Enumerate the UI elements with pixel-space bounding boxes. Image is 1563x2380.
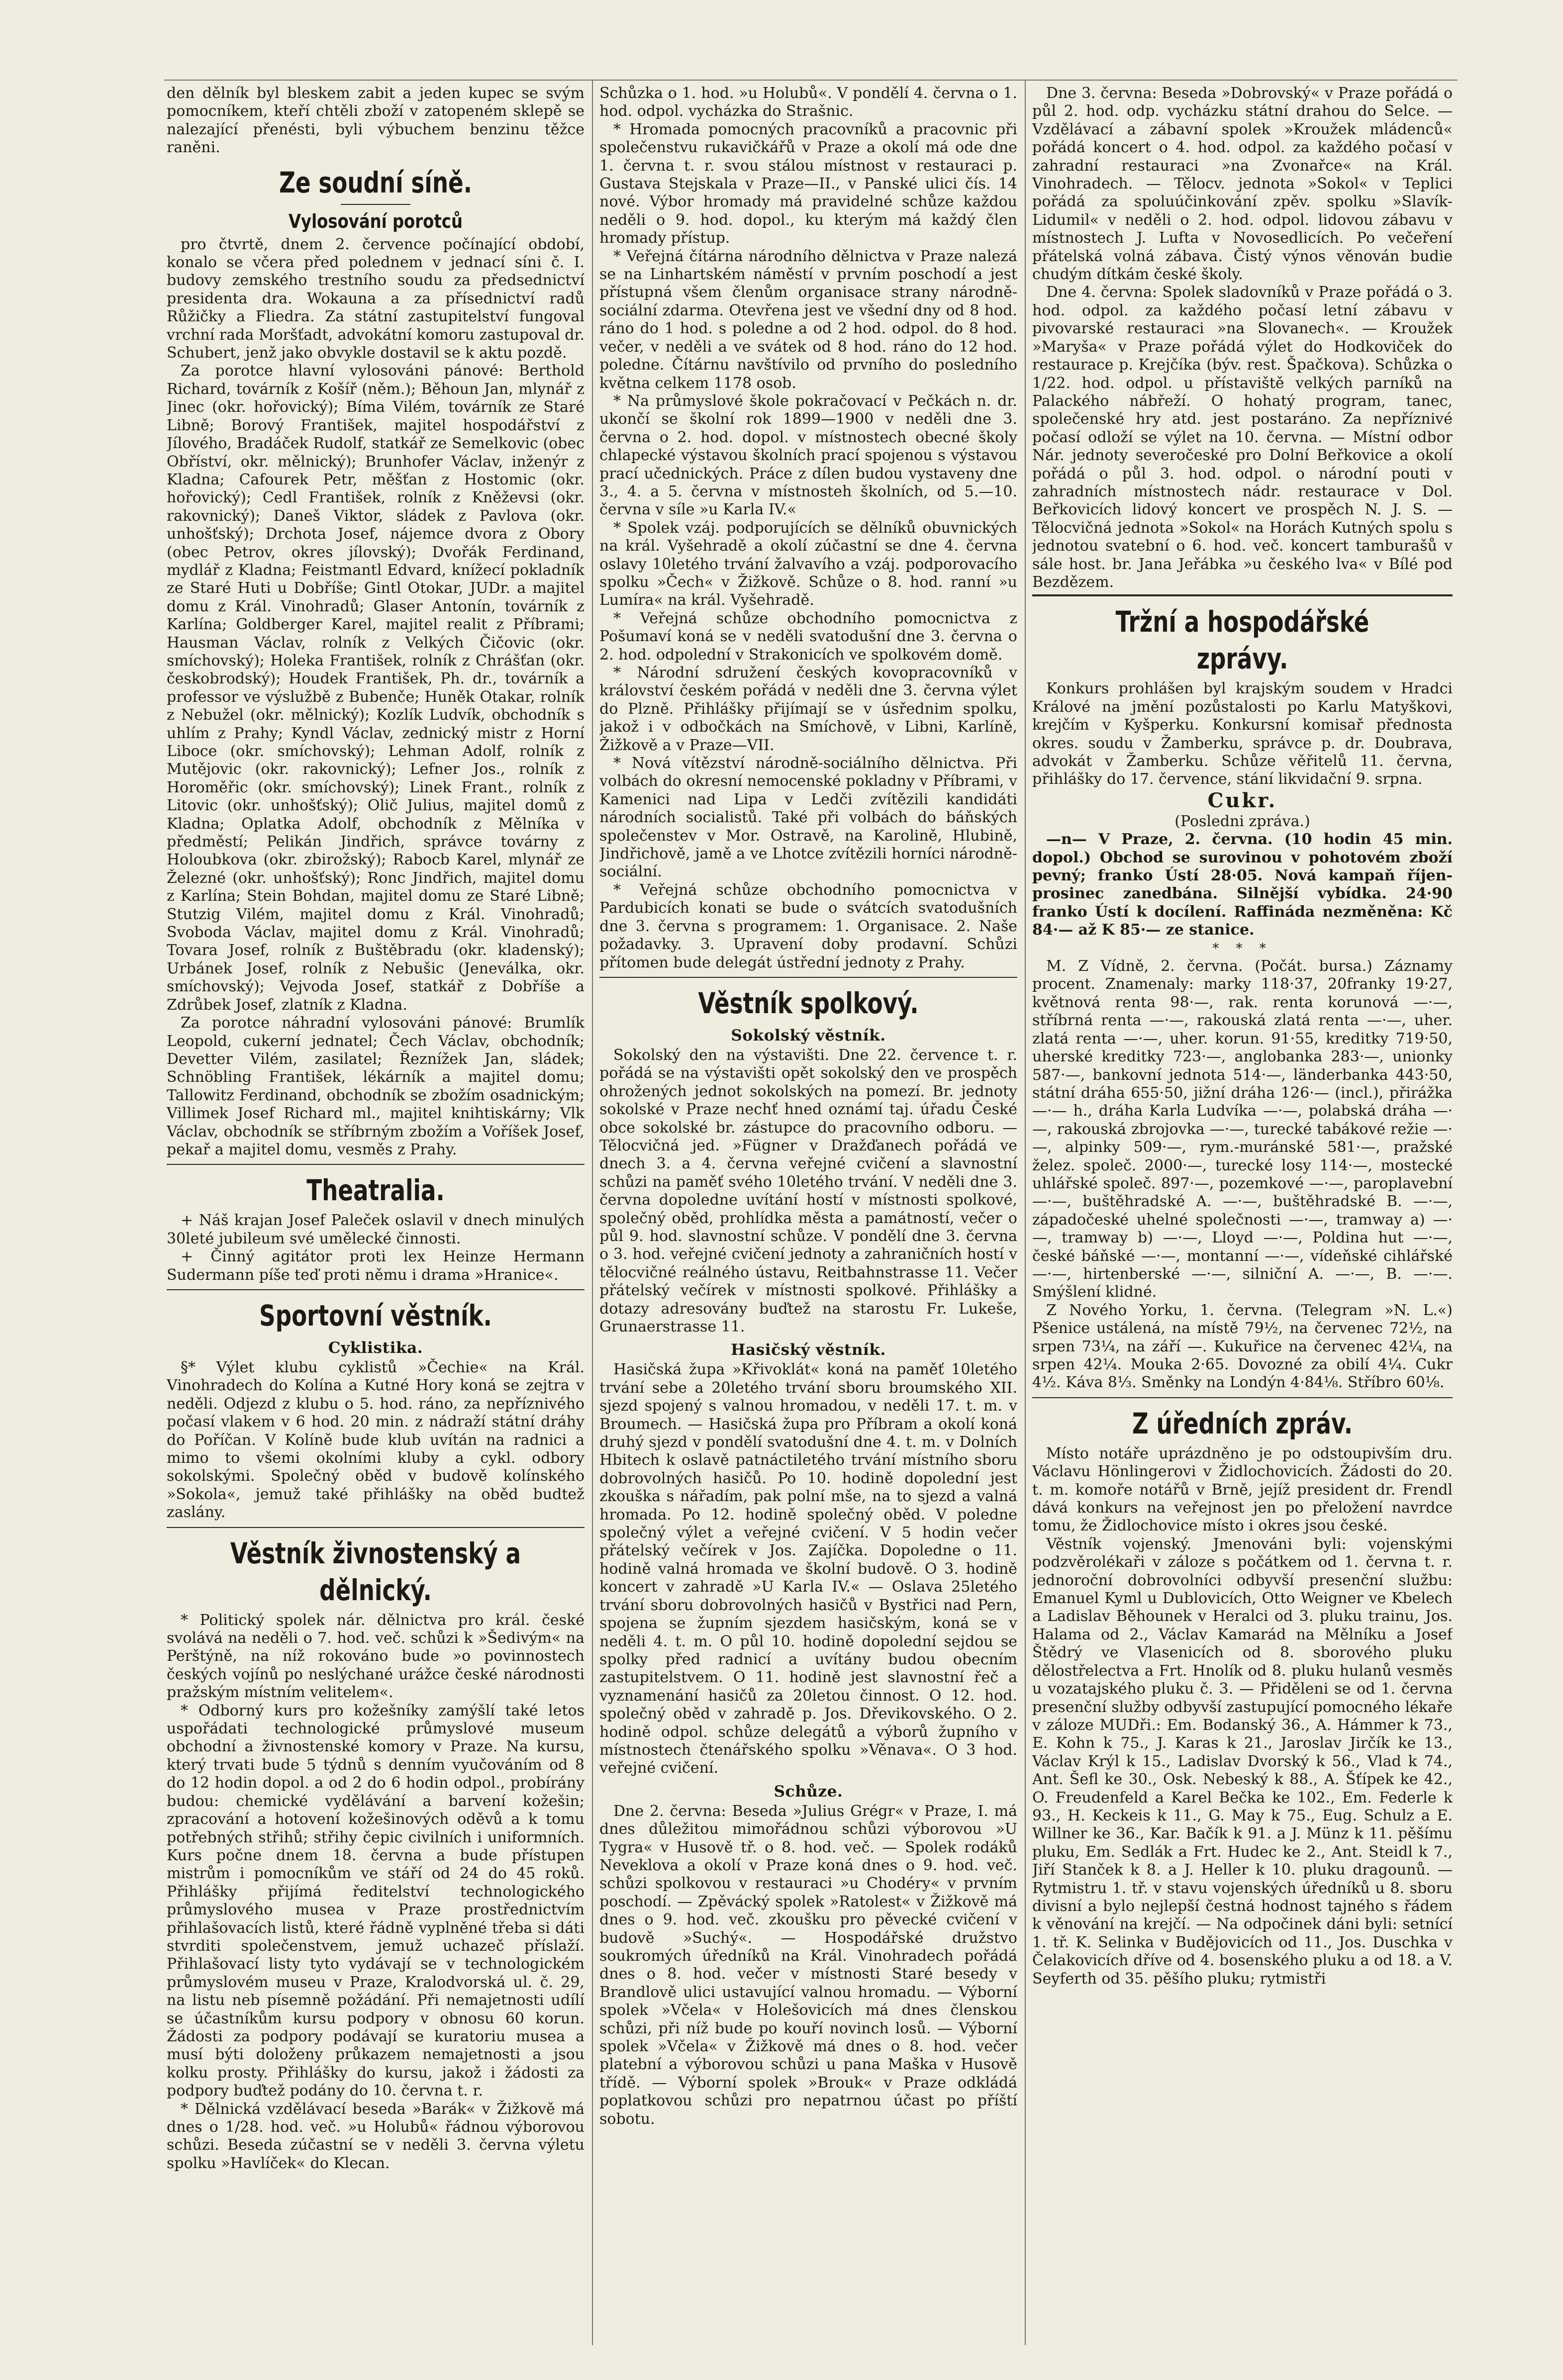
- article-text: Z Nového Yorku, 1. června. (Telegram »N. L.«) Pšenice ustálená, na místě 79½, na červenec 72½, na srpen 73¼, na září —. Kukuřice na červenec 42¼, na srpen 42¼. Mouka 2·65. Dovozné za obilí 4¼. Cukr 4½. Káva 8⅓. Směnky na Londýn 4·84⅛. Stříbro 60⅛.: [1032, 1301, 1453, 1392]
- article-text: * Nová vítězství národně-sociálního dělnictva. Při volbách do okresní nemocenské pokladny v Příbrami, v Kamenici nad Lipa v Ledči zvítězili kandidáti národních socialistů. Také při volbách do báňských společenstev v Mor. Ostravě, na Karolině, Hlubině, Jindřichově, jamě a ve Lhotce zvítězili horníci národně-sociální.: [599, 755, 1017, 881]
- subsection-heading: Schůze.: [774, 1782, 843, 1801]
- column-divider: [1025, 80, 1026, 2345]
- article-text: —n— V Praze, 2. června. (10 hodin 45 min. dopol.) Obchod se surovinou v pohotovém zboží pevný; franko Ústí 28·05. Nová kampaň říjen-prosinec zanedbána. Silnější vybídka. 24·90 franko Ústí k docílení. Raffináda nezměněna: Kč 84·— až K 85·— ze stanice.: [1032, 831, 1453, 939]
- divider: [599, 977, 1017, 978]
- divider: [167, 1289, 585, 1290]
- article-text: Za porotce náhradní vylosováni pánové: Brumlík Leopold, cukerní jednatel; Čech Václav, obchodník; Devetter Vilém, zasilatel; Řeznížek Jan, sládek; Schnöbling František, lékárník a majitel domu; Tallowitz Ferdinand, obchodník se zbožím osadnickým; Villimek Josef Richard ml., majitel knihtiskárny; Vlk Václav, obchodník se stříbrným zbožím a Voříšek Josef, pekař a majitel domu, vesměs z Prahy.: [167, 1014, 585, 1158]
- article-text: * Veřejná schůze obchodního pomocnictva z Pošumaví koná se v neděli svatodušní dne 3. června o 2. hod. odpolední v Strakonicích ve spolkovém domě.: [599, 609, 1017, 664]
- article-text: Dne 4. června: Spolek sladovníků v Praze pořádá o 3. hod. odpol. za každého počasí letní zábavu v pivovarské restauraci »na Slovanech«. — Kroužek »Maryša« v Praze pořádá výlet do Hodkoviček do restaurace p. Krejčíka (býv. rest. Špačkova). Schůzka o 1/22. hod. odpol. u přístaviště velkých parníků na Palackého nábřeží. O hohatý program, tanec, společenské hry atd. jest postaráno. Za nepříznivé počasí odloží se výlet na 10. června. — Místní odbor Nár. jednoty severočeské pro Dolní Beřkovice a okolí pořádá o půl 3. hod. odpol. o národní pouti v zahradních místnostech nádr. restaurace v Dol. Beřkovicích lidový koncert ve prospěch N. J. S. — Tělocvičná jednota »Sokol« na Horách Kutných spolu s jednotou svatební o 6. hod. več. koncert tamburašů v sále host. br. Jana Jeřábka »u českého lva« v Bílé pod Bezdězem.: [1032, 284, 1453, 591]
- article-text: Věstník vojenský. Jmenováni byli: vojenskými podzvěrolékaři v záloze s počátkem od 1. června t. r. jednoroční dobrovolníci odbyvší presenční službu: Emanuel Kyml u Dublovicích, Otto Weigner ve Kbelech a Ladislav Běhounek v Heralci od 3. pluku trainu, Jos. Halama od 2., Václav Kamarád na Mělníku a Josef Štědrý ve Vlasenicích od 8. sborového pluku dělostřelectva a Frt. Hnolík od 8. pluku hulanů vesměs u vozatajského pluku č. 3. — Přiděleni se od 1. června presenční služby odbyvší zastupující pomocného lékaře v záloze MUDři.: Em. Bodanský 36., A. Hámmer k 73., E. Kohn k 75., J. Karas k 21., Jaroslav Jirčík ke 13., Václav Krýl k 15., Ladislav Dvorský k 56., Vlad k 74., Ant. Šefl ke 30., Osk. Nebeský k 88., A. Šťípek ke 42., O. Freudenfeld a Karel Bečka ke 102., Em. Federle k 93., H. Keckeis k 11., G. May k 75., Eug. Schulz a E. Willner ke 36., Kar. Bačík k 91. a J. Münz k 11. pěšímu pluku, Em. Sedlák a Frt. Hudec ke 2., Ant. Steidl k 7., Jiří Stanček k 8. a J. Heller k 10. pluku dragounů. — Rytmistru 1. tř. v stavu vojenských úředníků u 8. sboru divisní a bylo nejlepší čestná hodnost tajného s řádem k věnování na krejčí. — Na odpočinek dáni byli: setnící 1. tř. K. Selinka v Budějovicích od 11., Jos. Duschka v Čelakovicích dříve od 4. bosenského pluku a od 18. a V. Seyferth od 35. pěšího pluku; rytmistři: [1032, 1535, 1453, 1988]
- subsection-heading: Cyklistika.: [328, 1338, 423, 1357]
- article-text: * Odborný kurs pro kožešníky zamýšlí také letos uspořádati technologické průmyslové museum obchodní a živnostenské komory v Praze. Na kursu, který trvati bude 5 týdnů s denním vyučováním od 8 do 12 hodin dopol. a od 2 do 6 hodin odpol., probírány budou: chemické vydělávání a barvení kožešin; zpracování a hotovení kožešinových oděvů a k tomu potřebných střihů; střihy čepic civilních i uniformních. Kurs počne dnem 18. června a bude přístupen mistrům i pomocníkům ve stáří od 24 do 45 roků. Přihlášky přijímá ředitelství technologického průmyslového musea v Praze prostřednictvím přihlašovacích listů, které řádně vyplněné třeba si dáti stvrditi společenstvem, jemuž uchazeč příslaží. Přihlašovací listy tyto vydávají se v technologickém průmyslovém museu v Praze, Kralodvorská ul. č. 29, na listu neb písemně požádání. Při nemajetnosti udílí se účastníkům kursu podpory v obnosu 60 korun. Žádosti za podpory podávají se kuratoriu musea a musí býti doloženy průkazem nemajetnosti a jsou kolku prosty. Přihlášky do kursu, jakož i žádosti za podpory buďtež podány do 10. června t. r.: [167, 1702, 585, 2100]
- article-text: * Hromada pomocných pracovníků a pracovnic při společenstvu rukavičkářů v Praze a okolí má ode dne 1. června t. r. svou stálou místnost v restauraci p. Gustava Stejskala v Praze—II., v Panské ulici čís. 14 nové. Výbor hromady má pravidelné schůze každou neděli o 9. hod. dopol., ku kterým má každý člen hromady přístup.: [599, 120, 1017, 247]
- article-text: Konkurs prohlášen byl krajským soudem v Hradci Králové na jmění pozůstalosti po Karlu Matyškovi, krejčím v Kyšperku. Konkursní komisař přednosta okres. soudu v Žamberku, správce p. dr. Doubrava, advokát v Žamberku. Schůze věřitelů 11. června, přihlášky do 17. července, stání likvidační 9. srpna.: [1032, 680, 1453, 788]
- article-text: Dne 2. června: Beseda »Julius Grégr« v Praze, I. má dnes důležitou mimořádnou schůzi výborovou »U Tygra« v Husově tř. o 8. hod. več. — Spolek rodáků Neveklova a okolí v Praze koná dnes o 9. hod. več. schůzi spolkovou v restauraci »u Chodéry« v prvním poschodí. — Zpěvácký spolek »Ratolest« v Žižkově má dnes o 9. hod. več. zkoušku pro pěvecké cvičení v budově »Suchý«. — Hospodářské družstvo soukromých úředníků na Král. Vinohradech pořádá dnes o 8. hod. večer v místnosti Staré besedy v Brandlově ulici ustavující valnou hromadu. — Výborní spolek »Včela« v Holešovicích má dnes členskou schůzi, při níž bude po kouří novinch losů. — Výborní spolek »Včela« v Žižkově má dnes o 8. hod. večer platební a výborovou schůzi u pana Maška v Husově třídě. — Výborní spolek »Brouk« v Praze odkládá poplatkovou schůzi pro nepatrnou účast po příští sobotu.: [599, 1802, 1017, 2128]
- article-text: + Činný agitátor proti lex Heinze Hermann Sudermann píše teď proti němu i drama »Hranice«.: [167, 1248, 585, 1284]
- article-text: Za porotce hlavní vylosováni pánové: Berthold Richard, továrník z Košíř (něm.); Běhoun Jan, mlynář z Jinec (okr. hořovický); Bíma Vilém, továrník ze Staré Libně; Borový František, majitel hospodářství z Jílového, Bradáček Rudolf, statkář ze Semelkovic (obec Obříství, okr. mělnický); Brunhofer Václav, inženýr z Kladna; Cafourek Petr, měšťan z Hostomic (okr. hořovický); Cedl František, rolník z Kněževsi (okr. rakovnický); Daneš Viktor, sládek z Pavlova (okr. unhošťský); Drchota Josef, nájemce dvora z Obory (obec Petrov, okres jílovský); Dvořák Ferdinand, mydlář z Kladna; Feistmantl Edvard, knížecí pokladník ze Staré Huti u Dobříše; Gintl Otokar, JUDr. a majitel domu z Král. Vinohradů; Glaser Antonín, továrník z Karlína; Goldberger Karel, majitel realit z Příbrami; Hausman Václav, rolník z Velkých Čičovic (okr. smíchovský); Holeka František, rolník z Chrášťan (okr. českobrodský); Houdek František, Ph. dr., továrník a professor ve výslužbě z Bubenče; Huněk Otakar, rolník z Nebužel (okr. mělnický); Kozlík Ludvík, obchodník s uhlím z Prahy; Kyndl Václav, zednický mistr z Horní Liboce (okr. smíchovský); Lehman Adolf, rolník z Mutějovic (okr. rakovnický); Lefner Jos., rolník z Horoměřic (okr. smíchovský); Linek Frant., rolník z Litovic (okr. unhošťský); Olič Julius, majitel domů z Kladna; Oplatka Adolf, obchodník z Mělníka v předměstí; Pelikán Jindřich, správce továrny z Holoubkova (okr. zbirožský); Rabocb Karel, mlynář ze Železné (okr. unhošťský); Ronc Jindřich, majitel domu z Karlína; Stein Bohdan, majitel domu ze Staré Libně; Stutzig Vilém, majitel domu z Král. Vinohradů; Svoboda Václav, majitel domu z Král. Vinohradů; Tovara Josef, rolník z Buštěbradu (okr. kladenský); Urbánek Josef, rolník z Nebušic (Jeneválka, okr. smíchovský); Vejvoda Josef, statkář z Dobříše a Zdrůbek Josef, zlatník z Kladna.: [167, 362, 585, 1014]
- article-text: M. Z Vídně, 2. června. (Počát. bursa.) Záznamy procent. Znamenaly: marky 118·37, 20franky 19·27, květnová renta 98·—, rak. renta korunová —·—, stříbrná renta —·—, rakouská zlatá renta —·—, uher. zlatá renta —·—, uher. korun. 91·55, kreditky 719·50, uherské kreditky 723·—, anglobanka 283·—, unionky 587·—, bankovní jednota 514·—, länderbanka 443·50, státní dráha 655·50, jižní dráha 126·— (incl.), přirážka —·— h., dráha Karla Ludvíka —·—, polabská dráha —·—, rakouská zbrojovka —·—, turecké tabákové režie —·—, alpinky 509·—, rym.-muránské 581·—, pražské želez. společ. 2000·—, turecké losy 114·—, mostecké uhlářské společ. 897·—, pozemkové —·—, paroplavební —·—, buštěhradské A. —·—, buštěhradské B. —·—, západočeské uhelné společnosti —·—, tramway a) —·—, tramway b) —·—, Lloyd —·—, Poldina hut —·—, české báňské —·—, montanní —·—, vídeňské cihlářské —·—, hirtenberské —·—, silniční A. —·—, B. —·—. Smýšlení klidné.: [1032, 957, 1453, 1301]
- top-rule: [164, 80, 1458, 81]
- article-text: Místo notáře uprázdněno je po odstoupivším dru. Václavu Hönlingerovi v Židlochovicích. Žádosti do 20. t. m. komoře notářů v Brně, jejíž president dr. Frendl dává konkurs na veřejnost jen po přeložení navrdce tomu, že Židlochovice místo i okres jsou české.: [1032, 1444, 1453, 1535]
- section-heading: Theatralia.: [306, 1173, 445, 1208]
- article-heading: Vylosování porotců: [289, 210, 463, 232]
- article-text: pro čtvrtě, dnem 2. července počínající období, konalo se včera před polednem v jednací síni č. I. budovy zemského trestního soudu za předsednictví presidenta dra. Wokauna a za přísednictví radů Růžičky a Fliedra. Za státní zastupitelství fungoval vrchní rada Moršťadt, advokátní komoru zastupoval dr. Schubert, jenž jako obvykle dostavil se k aktu pozdě.: [167, 235, 585, 362]
- article-text: * Dělnická vzdělávací beseda »Barák« v Žižkově má dnes o 1/28. hod. več. »u Holubů« řádnou výborovou schůzi. Beseda zúčastní se v neděli 3. června výletu spolku »Havlíček« do Klecan.: [167, 2100, 585, 2172]
- article-text: Schůzka o 1. hod. »u Holubů«. V pondělí 4. června o 1. hod. odpol. vycházka do Strašnic.: [599, 85, 1017, 120]
- divider: [1032, 594, 1453, 596]
- article-text: * Spolek vzáj. podporujících se dělníků obuvnických na král. Vyšehradě a okolí zúčastní se dne 4. června oslavy 10letého trvání žalvavího a vzáj. podporovacího spolku »Čech« v Žižkově. Schůze o 8. hod. ranní »u Lumíra« na král. Vyšehradě.: [599, 519, 1017, 609]
- subsection-heading: Cukr.: [1207, 788, 1277, 812]
- column-1: [167, 85, 585, 2350]
- section-heading: Věstník spolkový.: [698, 986, 919, 1020]
- section-heading: Z úředních zpráv.: [1132, 1406, 1353, 1440]
- article-text: * Na průmyslové škole pokračovací v Pečkách n. dr. ukončí se školní rok 1899—1900 v neděli dne 3. června o 2. hod. dopol. v místnostech obecné školy chlapecké výstavou školních prací spojenou s výstavou prací učednických. Práce z dílen budou vystaveny dne 3., 4. a 5. června v místnosteh školních, od 5.—10. června v síle »u Karla IV.«: [599, 392, 1017, 519]
- separator-stars: * * *: [1212, 941, 1272, 956]
- article-text: * Politický spolek nár. dělnictva pro král. české svolává na neděli o 7. hod. več. schůzi k »Šedivým« na Perštýně, na níž rokováno bude »o povinnostech českých vojínů po neslýchané urážce české národnosti pražským místním velitelem«.: [167, 1611, 585, 1702]
- subsection-heading: Sokolský věstník.: [731, 1026, 886, 1045]
- article-text: * Veřejná schůze obchodního pomocnictva v Pardubicích konati se bude o svátcích svatodušních dne 3. června s programem: 1. Organisace. 2. Naše požadavky. 3. Upravení doby prodavní. Schůzi přítomen bude delegát ústřední jednoty z Prahy.: [599, 881, 1017, 971]
- divider: [167, 1527, 585, 1528]
- article-text: Dne 3. června: Beseda »Dobrovský« v Praze pořádá o půl 2. hod. odp. vycházku státní drahou do Selce. — Vzdělávací a zábavní spolek »Kroužek mládenců« pořádá koncert o 4. hod. odpol. za každého počasí v zahradní restauraci »na Zvonařce« na Král. Vinohradech. — Tělocv. jednota »Sokol« v Teplici pořádá za spoluúčinkování zpěv. spolku »Slavík-Lidumil« v neděli o 2. hod. odpol. lidovou zábavu v místnostech J. Lufta v Novosedlicích. Po večeření přátelská volná zábava. Čistý výnos věnován budie chudým dítkám české školy.: [1032, 85, 1453, 284]
- column-3: [1032, 85, 1453, 2350]
- article-text: + Náš krajan Josef Paleček oslavil v dnech minulých 30leté jubileum své umělecké činnosti.: [167, 1212, 585, 1247]
- article-text: Sokolský den na výstavišti. Dne 22. července t. r. pořádá se na výstavišti opět sokolský den ve prospěch ohrožených jednot sokolských na pomezí. Br. jednoty sokolské v Praze nechť hned oznámí taj. úřadu České obce sokolské br. zástupce do pracovního odboru. — Tělocvičná jed. »Fügner v Dražďanech pořádá ve dnech 3. a 4. června veřejné cvičení a slavnostní schůzi na paměť svého 10letého trvání. V neděli dne 3. června dopoledne uvítání hostí v místnosti spolkové, společný oběd, prohlídka města a památností, večer o půl 9. hod. slavnostní schůze. V pondělí dne 3. června o 3. hod. veřejné cvičení jednoty a zahraničních hostí v tělocvičné reálného ústavu, Reitbahnstrasse 11. Večer přátelský večírek v místnosti spolkové. Přihlášky a dotazy adresovány buďtež na starostu Fr. Lukeše, Grunaerstrasse 11.: [599, 1046, 1017, 1335]
- article-text: * Národní sdružení českých kovopracovníků v království českém pořádá v neděli dne 3. června výlet do Plzně. Přihlášky přijímají se v úsřednim spolku, jakož i v odbočkách na Smíchově, v Libni, Karlíně, Žižkově a v Praze—VII.: [599, 664, 1017, 754]
- subheading-note: (Posledni zpráva.): [1174, 812, 1310, 830]
- article-text: * Veřejná čítárna národního dělnictva v Praze nalezá se na Linhartském náměstí v prvním poschodí a jest přístupná všem členům organisace strany národně-sociální zdarma. Otevřena jest ve všední dny od 8 hod. ráno do 1 hod. s poledne a od 2 hod. odpol. do 8 hod. večer, v neděli a ve svátek od 8 hod. ráno do 12 hod. poledne. Čítárnu navštívilo od prvního do posledního května celkem 1178 osob.: [599, 247, 1017, 392]
- section-heading: Věstník živnostenský a dělnický.: [230, 1536, 521, 1607]
- article-text: §* Výlet klubu cyklistů »Čechie« na Král. Vinohradech do Kolína a Kutné Hory koná se zejtra v neděli. Odjezd z klubu o 5. hod. ráno, za nepříznivého počasí vlakem v 6 hod. 20 min. z nádraží státní dráhy do Poříčan. V Kolíně bude klub uvítán na radnici a mimo to všemi okolními kluby a cykl. odbory sokolskými. Společný oběd v budově kolínského »Sokola«, jemuž také přihlášky na oběd budtež zaslány.: [167, 1358, 585, 1522]
- article-text: den dělník byl bleskem zabit a jeden kupec se svým pomocníkem, kteří chtěli zboží v zatopeném sklepě se nalezající přenésti, byli výbuchem benzinu těžce raněni.: [167, 85, 585, 157]
- divider: [1032, 1397, 1453, 1398]
- article-text: Hasičská župa »Křivoklát« koná na paměť 10letého trvání sebe a 20letého trvání sboru broumského XII. sjezd spojený s valnou hromadou, v neděli 17. t. m. v Broumech. — Hasičská župa pro Příbram a okolí koná druhý sjezd v pondělí svatodušní dne 4. t. m. v Dolních Hbitech k oslavě patnáctiletého trvání místního sboru dobrovolných hasičů. Po 10. hodině dopolední jest zkouška s nářadím, pak polní mše, na to sjezd a valná hromada. Po 12. hodině společný oběd. V poledne společný výlet a veřejné cvičení. V 5 hodin večer přátelský večírek v Jos. Zajíčka. Dopoledne o 11. hodině valná hromada ve školní budově. O 3. hodině koncert v zahradě »U Karla IV.« — Oslava 25letého trvání sboru dobrovolných hasičů v Bystřici nad Pern, spojena se župním sjezdem hasičským, koná se v neděli 4. t. m. O půl 10. hodině dopolední sejdou se spolky před radnicí a uvítány budou obecním zastupitelstvem. O 11. hodině jest slavnostní řeč a vyznamenání hasičů za 20letou činnost. O 12. hod. společný oběd v zahradě p. Jos. Dřevikovského. O 2. hodině odpol. schůze delegátů a výborů župního v místnostech čtenářského spolku »Věnava«. O 3 hod. veřejné cvičení.: [599, 1361, 1017, 1777]
- section-heading: Ze soudní síně.: [279, 165, 472, 199]
- column-2: [599, 85, 1017, 2350]
- section-heading: Tržní a hospodářské zprávy.: [1115, 605, 1369, 676]
- divider: [341, 204, 410, 205]
- column-divider: [592, 80, 593, 2345]
- divider: [167, 1164, 585, 1165]
- subsection-heading: Hasičský věstník.: [731, 1341, 886, 1359]
- section-heading: Sportovní věstník.: [259, 1298, 492, 1333]
